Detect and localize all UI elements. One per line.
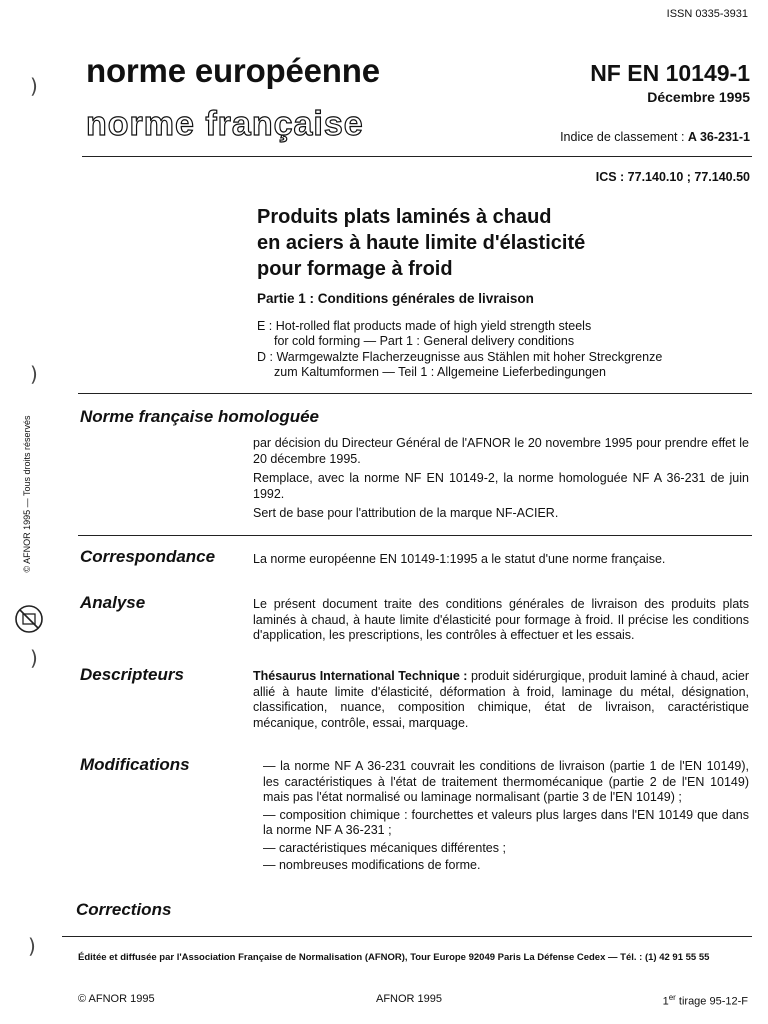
modification-item: — nombreuses modifications de forme. [263,858,481,872]
section-label-descripteurs: Descripteurs [80,665,184,684]
homologuee-marque: Sert de base pour l'attribution de la marque NF-ACIER. [253,506,559,520]
publisher-note: Éditée et diffusée par l'Association Française de Normalisation (AFNOR), Tour Europe 92049 Paris La Défense Cedex — Tél. : (1) 42 91 55 55 [78,952,710,963]
footer-center: AFNOR 1995 [376,993,443,1005]
title-line-3: pour formage à froid [257,258,453,280]
punch-hole-mark-icon: ) [30,74,38,98]
punch-hole-mark-icon: ) [30,362,38,386]
classification-index [470,130,750,144]
ics-code: ICS : 77.140.10 ; 77.140.50 [595,170,750,184]
classification-value: A 36-231-1 [687,130,750,144]
modification-item: — composition chimique : fourchettes et valeurs plus larges dans l'EN 10149 que dans la norme NF A 36-231 ; [263,807,749,837]
title-line-1: Produits plats laminés à chaud [257,206,552,228]
translation-german [257,350,737,380]
translation-de-line2: zum Kaltumformen — Teil 1 : Allgemeine Lieferbedingungen [274,365,606,379]
section-label-modifications: Modifications [80,755,190,774]
translation-english [257,319,737,349]
no-photocopy-icon [14,604,44,634]
homologuee-remplace: Remplace, avec la norme NF EN 10149-2, la norme homologuée NF A 36-231 de juin 1992. [253,471,749,501]
title-divider [78,393,752,394]
punch-hole-mark-icon: ) [28,934,36,958]
print-run-number: 1 [662,995,669,1008]
standard-date: Décembre 1995 [647,89,750,105]
section-label-analyse: Analyse [80,593,146,612]
section-body-modifications [263,759,749,876]
descripteurs-thesaurus: Thésaurus International Technique : [253,669,468,683]
print-run-suffix: er [668,993,676,1002]
part-title: Partie 1 : Conditions générales de livraison [257,291,534,306]
section-divider [78,535,752,536]
translation-de-line1: D : Warmgewalzte Flacherzeugnisse aus Stählen mit hoher Streckgrenze [257,350,663,364]
section-body-descripteurs [253,669,749,731]
issn: ISSN 0335-3931 [666,8,748,20]
modification-item: — caractéristiques mécaniques différentes ; [263,840,506,855]
punch-hole-mark-icon: ) [30,646,38,670]
standard-number: NF EN 10149-1 [590,60,750,86]
modification-item: — la norme NF A 36-231 couvrait les conditions de livraison (partie 1 de l'EN 10149), les caractéristiques à l'état de traitement thermomécanique (partie 2 de l'EN 10149) mais pas l'état normalisé ou laminage normalisant (partie 3 de l'EN 10149) ; [263,759,749,804]
homologuee-decision: par décision du Directeur Général de l'AFNOR le 20 novembre 1995 pour prendre effet le 20 décembre 1995. [253,436,749,466]
section-label-correspondance: Correspondance [80,547,216,566]
header-divider [82,156,752,157]
translation-en-line1: E : Hot-rolled flat products made of high yield strength steels [257,319,592,333]
footer-copyright: © AFNOR 1995 [78,993,155,1005]
title-line-2: en aciers à haute limite d'élasticité [257,232,586,254]
translation-en-line2: for cold forming — Part 1 : General delivery conditions [274,334,575,348]
sidebar-copyright [16,405,38,595]
document-title [257,204,737,282]
descripteurs-keywords: produit sidérurgique, produit laminé à chaud, acier allié à haute limite d'élasticité, déformation à froid, laminage du métal, désignation, classification, nuance, composition chimique, état de livraison, caractéristique mécanique, contrôle, essai, marquage. [253,669,749,730]
footer-divider [62,936,752,937]
section-body-analyse: Le présent document traite des conditions générales de livraison des produits plats laminés à chaud, à haute limite d'élasticité pour formage à froid. Il précise les conditions d'application, les prescriptions, les contrôles à effectuer et les essais. [253,597,749,642]
section-label-corrections: Corrections [76,900,172,919]
footer-print-run [620,993,748,1008]
title-norme-francaise: norme française [86,105,364,143]
section-label-homologuee: Norme française homologuée [80,407,320,426]
modifications-list [263,759,749,874]
classification-label: Indice de classement : [560,130,685,144]
sidebar-copyright-text: © AFNOR 1995 — Tous droits réservés [22,415,32,573]
title-norme-europeenne: norme européenne [86,52,380,89]
print-run-text: tirage 95-12-F [675,995,748,1008]
section-body-correspondance: La norme européenne EN 10149-1:1995 a le statut d'une norme française. [253,552,666,566]
section-body-homologuee [253,436,749,526]
